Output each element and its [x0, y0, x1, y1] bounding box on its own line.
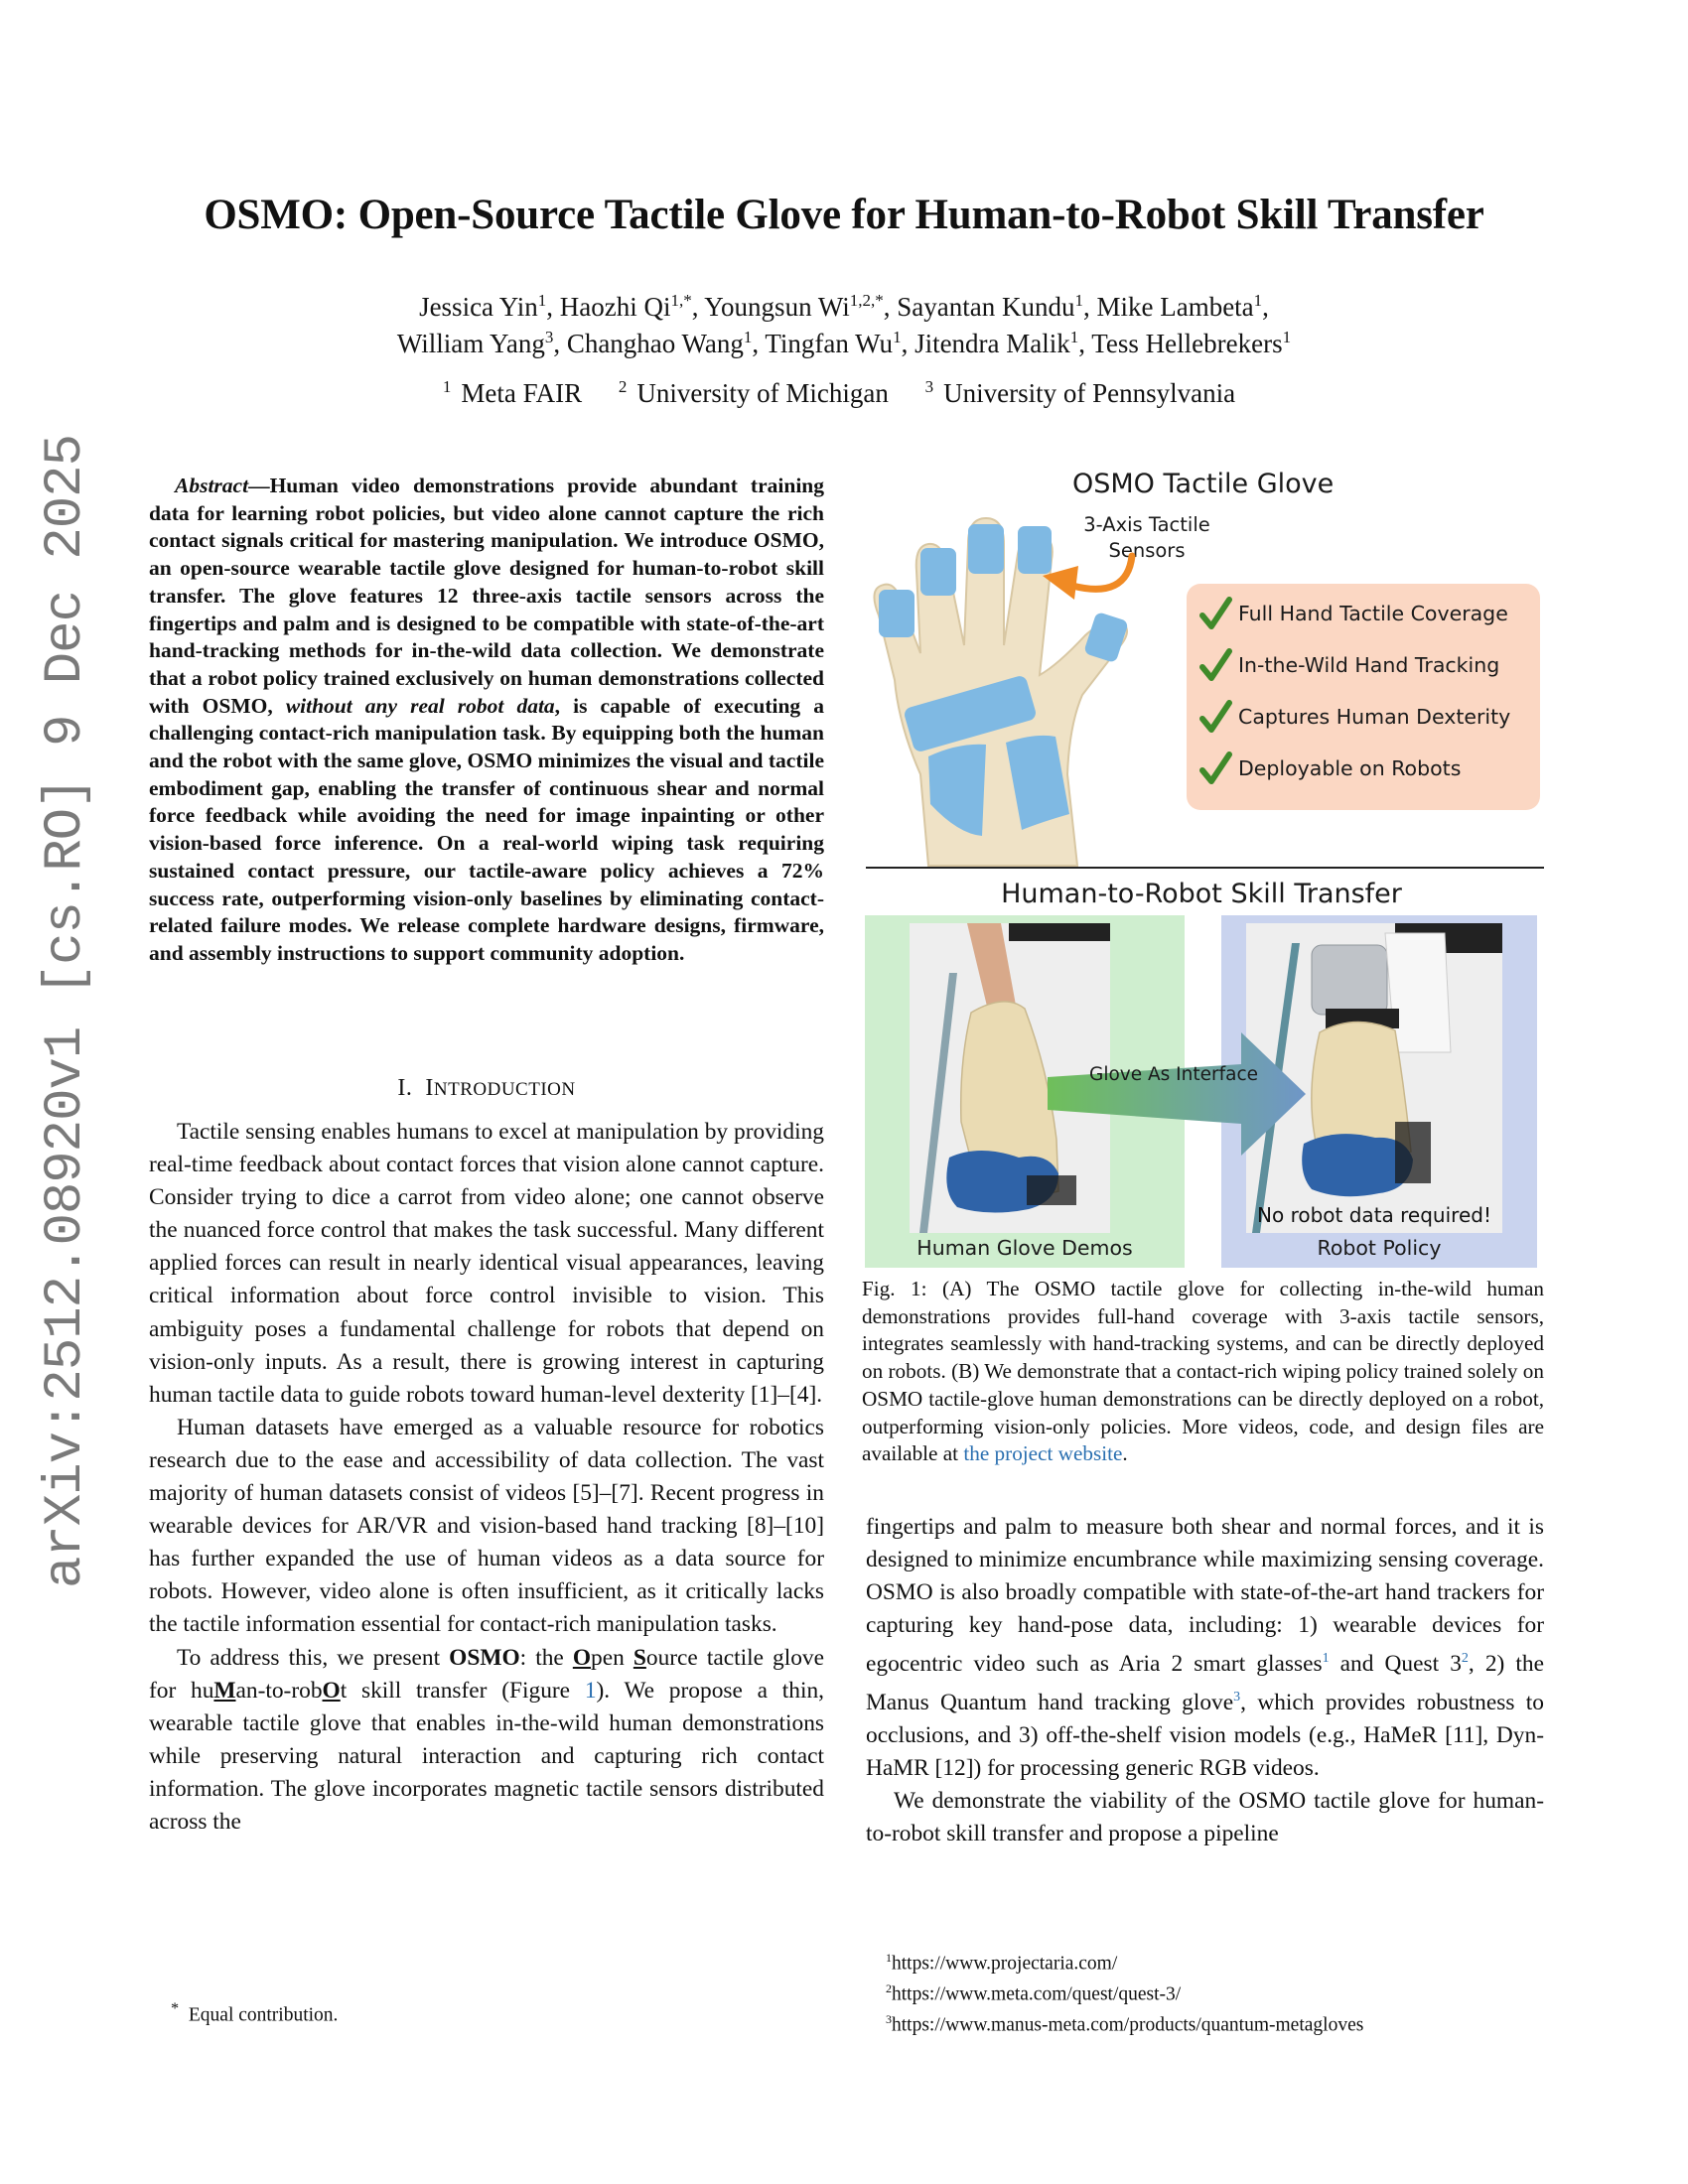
author: Jitendra Malik$^1$: [914, 328, 1079, 358]
abstract-dash: —: [248, 474, 270, 497]
introduction-body: [149, 1116, 824, 1839]
arrow-label: Glove As Interface: [1089, 1064, 1259, 1085]
author: Tingfan Wu$^1$: [765, 328, 902, 358]
figure-panel-a-title: OSMO Tactile Glove: [1072, 469, 1335, 499]
paragraph: Human datasets have emerged as a valuable resource for robotics research due to the ease and accessibility of data collection. The vast majority of human datasets consist of videos [5]–[7]. Recent progress in wearable devices for AR/VR and vision-based hand tracking [8]–[10] has further expanded the use of human videos as a data source for robots. However, video alone is often insufficient, as it critically lacks the tactile information essential for contact-rich manipulation tasks.: [149, 1414, 824, 1638]
affiliation: $^1$ Meta FAIR: [442, 377, 583, 408]
paper-title: OSMO: Open-Source Tactile Glove for Human-to-Robot Skill Transfer: [204, 192, 1484, 238]
abstract-text: Human video demonstrations provide abundant training data for learning robot policies, but video alone cannot capture the rich contact signals critical for mastering manipulation. We introduce OSMO, an open-source wearable tactile glove designed for human-to-robot skill transfer. The glove features 12 three-axis tactile sensors across the fingertips and palm and is designed to be compatible with state-of-the-art hand-tracking methods for in-the-wild data collection. We demonstrate that a robot policy trained exclusively on human demonstrations collected with OSMO,: [149, 474, 824, 718]
footnote-url[interactable]: https://www.manus-meta.com/products/quantum-metagloves: [892, 2014, 1364, 2036]
author: William Yang$^3$: [396, 328, 554, 358]
footnote-url[interactable]: https://www.projectaria.com/: [892, 1953, 1118, 1975]
figure-1: [859, 457, 1554, 1281]
abstract: [149, 473, 824, 968]
author: Youngsun $Wi^{1,2,*}$: [704, 291, 884, 322]
arxiv-stamp: arXiv:2512.08920v1 [cs.RO] 9 Dec 2025: [36, 435, 96, 1588]
feature-item: Full Hand Tactile Coverage: [1198, 594, 1508, 633]
right-column-body: [866, 1511, 1544, 1851]
feature-list: [1187, 584, 1540, 810]
sensor-pinky: [879, 590, 914, 637]
author: Mike Lambeta$^1$: [1096, 291, 1263, 322]
footnote-url[interactable]: https://www.meta.com/quest/quest-3/: [892, 1983, 1182, 2005]
checkmark-icon: [1198, 699, 1232, 735]
robot-panel-label: Robot Policy: [1317, 1236, 1442, 1260]
paragraph: fingertips and palm to measure both shear and normal forces, and it is designed to minimize encumbrance while maximizing sensing coverage. OSMO is also broadly compatible with state-of-the-art hand trackers for capturing key hand-pose data, including: 1) wearable devices for egocentric video such as Aria 2 smart glasses$^1$ and Quest $3^2$, 2) the Manus Quantum hand tracking glove$^3$, which provides robustness to occlusions, and 3) off-the-shelf vision models (e.g., HaMeR [11], Dyn-HaMR [12]) for processing generic RGB videos.: [866, 1514, 1544, 1782]
footnote: $^3$https://www.manus-meta.com/products/quantum-metagloves: [886, 2012, 1364, 2036]
sensor-label: 3-Axis Tactile Sensors: [1083, 513, 1210, 562]
abstract-text-cont: , is capable of executing a challenging contact-rich manipulation task. By equipping both the human and the robot with the same glove, OSMO minimizes the visual and tactile embodiment gap, enabling the transfer of continuous shear and normal force feedback while avoiding the need for image inpainting or other vision-based force inference. On a real-world wiping task requiring sustained contact pressure, our tactile-aware policy achieves a 72% success rate, outperforming vision-only baselines by eliminating contact-related failure modes. We release complete hardware designs, firmware, and assembly instructions to support community adoption.: [149, 693, 824, 965]
paragraph: We demonstrate the viability of the OSMO tactile glove for human-to-robot skill transfer and propose a pipeline: [866, 1788, 1544, 1847]
figure-caption: Fig. 1: (A) The OSMO tactile glove for collecting in-the-wild human demonstrations provides full-hand coverage with 3-axis tactile sensors, integrates seamlessly with hand-tracking systems, and can be directly deployed on robots. (B) We demonstrate that a contact-rich wiping policy trained solely on OSMO tactile-glove human demonstrations can be directly deployed on a robot, outperforming vision-only policies. More videos, code, and design files are available at the project website.: [862, 1277, 1544, 1466]
checkmark-icon: [1198, 596, 1232, 631]
author: Tess Hellebrekers$^1$: [1091, 328, 1292, 358]
project-website-link[interactable]: the project website: [963, 1441, 1123, 1466]
feature-item: Captures Human Dexterity: [1198, 697, 1510, 737]
footnote-equal-contribution: * Equal contribution.: [171, 1999, 339, 2026]
affiliation: $^3$ University of Pennsylvania: [924, 377, 1236, 408]
sensor-middle: [968, 524, 1004, 574]
paragraph: Tactile sensing enables humans to excel at manipulation by providing real-time feedback about contact forces that vision alone cannot capture. Consider trying to dice a carrot from video alone; one cannot observe the nuanced force control that makes the task successful. Many different applied forces can result in nearly identical visual appearances, leaving critical information about force control invisible to vision. This ambiguity poses a fundamental challenge for robots that depend on vision-only inputs. As a result, there is growing interest in capturing human tactile data to guide robots toward human-level dexterity [1]–[4].: [149, 1119, 824, 1408]
figure-divider: [866, 867, 1544, 869]
paragraph: To address this, we present OSMO: the Open Source tactile glove for huMan-to-robOt skill transfer (Figure 1). We propose a thin, wearable tactile glove that enables in-the-wild human demonstrations while preserving natural interaction and capturing rich contact information. The glove incorporates magnetic tactile sensors distributed across the: [149, 1644, 825, 1835]
author: Sayantan Kundu$^1$: [897, 291, 1083, 322]
author: Changhao Wang$^1$: [566, 328, 753, 358]
footnote-ref[interactable]: 3: [1233, 1690, 1241, 1706]
orange-arrow-icon: [1033, 548, 1152, 617]
figure-panel-b-title: Human-to-Robot Skill Transfer: [1001, 879, 1402, 909]
abstract-label: Abstract: [175, 474, 249, 497]
abstract-emphasis: without any real robot data: [285, 693, 555, 718]
author: Haozhi $Qi^{1,*}$: [559, 291, 692, 322]
footnotes: [886, 1946, 1363, 2038]
footnote: $^2$https://www.meta.com/quest/quest-3/: [886, 1981, 1182, 2005]
author: Jessica Yin$^1$: [419, 291, 547, 322]
footnote-ref[interactable]: 1: [1322, 1651, 1330, 1667]
affiliation: $^2$ University of Michigan: [618, 377, 889, 408]
human-panel-label: Human Glove Demos: [916, 1236, 1133, 1260]
no-robot-data-label: No robot data required!: [1257, 1203, 1491, 1227]
authors-line-1: Jessica Yin$^1$, Haozhi $Qi^{1,*}$, Youngsun $Wi^{1,2,*}$, Sayantan Kundu$^1$, Mike Lambeta$^1$,: [419, 291, 1269, 322]
sensor-ring: [920, 548, 956, 596]
checkmark-icon: [1198, 751, 1232, 786]
checkmark-icon: [1198, 647, 1232, 683]
figure-1-link[interactable]: 1: [584, 1677, 597, 1704]
authors-line-2: William Yang$^3$, Changhao Wang$^1$, Tingfan Wu$^1$, Jitendra Malik$^1$, Tess Hellebrekers$^1$: [396, 328, 1292, 358]
feature-item: In-the-Wild Hand Tracking: [1198, 645, 1499, 685]
feature-item: Deployable on Robots: [1198, 749, 1461, 788]
transfer-arrow-icon: [1048, 1032, 1306, 1181]
section-heading-introduction: I. INTRODUCTION: [397, 1075, 576, 1101]
footnote-ref[interactable]: 2: [1461, 1651, 1469, 1667]
affiliations: [0, 377, 1688, 409]
footnote: $^1$https://www.projectaria.com/: [886, 1951, 1118, 1975]
